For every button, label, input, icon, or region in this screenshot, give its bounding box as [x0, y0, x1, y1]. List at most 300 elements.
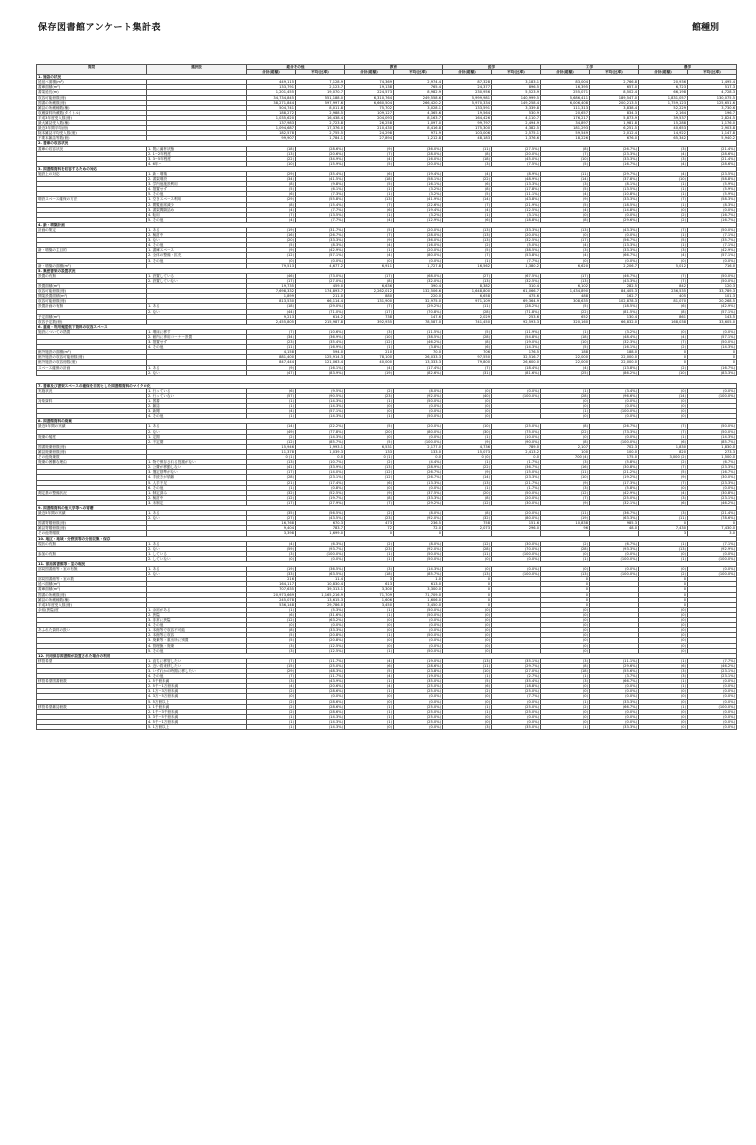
- total-cell: (3): [639, 156, 688, 161]
- average-cell: (15.9%): [296, 161, 345, 166]
- average-cell: (50.0%): [394, 551, 443, 556]
- average-cell: 594.0: [296, 350, 345, 355]
- average-cell: (43.8%): [492, 197, 541, 202]
- average-cell: (55.8%): [296, 197, 345, 202]
- total-cell: 6,006,408: [541, 100, 590, 105]
- choice-cell: 5. 人手不足: [147, 480, 247, 485]
- average-cell: 3,339.8: [492, 105, 541, 110]
- average-cell: (13.8%): [590, 365, 639, 370]
- average-cell: (16.7%): [688, 212, 737, 217]
- average-cell: (66.7%): [590, 253, 639, 258]
- average-cell: (41.5%): [296, 177, 345, 182]
- total-cell: (27): [247, 516, 296, 521]
- total-cell: (0): [541, 684, 590, 689]
- total-cell: (0): [443, 628, 492, 633]
- total-cell: (16): [247, 233, 296, 238]
- average-cell: (7.1%): [688, 541, 737, 546]
- average-cell: (16.0%): [394, 243, 443, 248]
- total-cell: (4): [639, 151, 688, 156]
- total-cell: (0): [639, 699, 688, 704]
- average-cell: 17,376.0: [296, 126, 345, 131]
- average-cell: (93.7%): [296, 546, 345, 551]
- average-cell: (30.8%): [688, 490, 737, 495]
- average-cell: 273.3: [688, 449, 737, 454]
- total-cell: (12): [443, 500, 492, 505]
- average-cell: (21.7%): [492, 480, 541, 485]
- total-cell: 18,226: [541, 136, 590, 141]
- total-cell: (1): [247, 404, 296, 409]
- average-cell: (90.5%): [296, 393, 345, 398]
- total-cell: 5,970,334: [443, 100, 492, 105]
- choice-cell: 2. 近い将来移したい: [147, 663, 247, 668]
- total-cell: (4): [443, 171, 492, 176]
- average-cell: 174,893.7: [296, 289, 345, 294]
- total-cell: (3): [639, 668, 688, 673]
- average-cell: (100.0%): [688, 704, 737, 709]
- total-cell: (0): [443, 567, 492, 572]
- average-cell: (25.0%): [394, 714, 443, 719]
- total-cell: 6,620: [541, 263, 590, 268]
- total-cell: (0): [639, 404, 688, 409]
- average-cell: (16.7%): [688, 217, 737, 222]
- average-cell: (20.0%): [394, 161, 443, 166]
- average-cell: 8,416.8: [394, 126, 443, 131]
- choice-cell: 3. 未制定: [147, 500, 247, 505]
- total-cell: (2): [639, 217, 688, 222]
- total-cell: 8,382: [443, 284, 492, 289]
- average-cell: (0.0%): [492, 556, 541, 561]
- total-cell: (5): [541, 304, 590, 309]
- average-cell: (57.1%): [296, 409, 345, 414]
- average-cell: 783.7: [296, 526, 345, 531]
- total-cell: (8): [443, 340, 492, 345]
- average-cell: 2,974.4: [394, 80, 443, 85]
- section-title: 10. 地区・地域・分野別等の分担収集・保存: [37, 536, 737, 541]
- average-cell: (63.3%): [590, 516, 639, 521]
- total-cell: 0: [639, 597, 688, 602]
- total-cell: 3,450: [345, 602, 394, 607]
- choice-cell: 2. ない: [147, 429, 247, 434]
- average-cell: (0.0%): [590, 434, 639, 439]
- average-cell: 215,987.8: [296, 319, 345, 324]
- average-cell: (50.0%): [492, 490, 541, 495]
- total-cell: (9): [639, 475, 688, 480]
- average-cell: 130.4: [590, 314, 639, 319]
- average-cell: (83.9%): [296, 370, 345, 375]
- total-cell: (1): [247, 485, 296, 490]
- choice-cell: 2. 全体の整備・拡充: [147, 253, 247, 258]
- total-cell: 20,657: [541, 110, 590, 115]
- question-cell: 開架設置面積(m²): [37, 294, 147, 299]
- question-cell: 測定基の整備状況: [37, 490, 147, 495]
- average-cell: 39,313.1: [296, 587, 345, 592]
- average-cell: (5.8%): [590, 460, 639, 465]
- total-cell: 1,759,123: [639, 100, 688, 105]
- total-cell: (9): [443, 439, 492, 444]
- average-cell: (5.9%): [688, 192, 737, 197]
- total-cell: 1,830: [639, 444, 688, 449]
- total-cell: (11): [541, 470, 590, 475]
- total-cell: 1,201,455: [247, 90, 296, 95]
- total-cell: (0): [639, 551, 688, 556]
- average-cell: 1,165,216.9: [296, 592, 345, 597]
- total-cell: (1): [345, 648, 394, 653]
- average-cell: (20.0%): [492, 151, 541, 156]
- average-cell: (8.3%): [688, 202, 737, 207]
- total-cell: (11): [443, 663, 492, 668]
- total-cell: (5): [345, 228, 394, 233]
- total-cell: 700 (4): [541, 455, 590, 460]
- average-cell: 390.4: [394, 284, 443, 289]
- question-cell: その他廃棄数: [37, 455, 147, 460]
- choice-cell: 4. その他: [147, 674, 247, 679]
- average-cell: (11.9%): [492, 329, 541, 334]
- total-cell: 820: [639, 449, 688, 454]
- average-cell: (28.6%): [296, 146, 345, 151]
- total-cell: (1): [639, 233, 688, 238]
- total-cell: (2): [247, 699, 296, 704]
- total-cell: (0): [541, 607, 590, 612]
- average-cell: (11.1%): [492, 192, 541, 197]
- total-cell: 2,029: [443, 314, 492, 319]
- sub-header: 平均(比率): [492, 70, 541, 75]
- average-cell: (15.4%): [296, 202, 345, 207]
- total-cell: (2): [639, 365, 688, 370]
- total-cell: 19,735: [247, 284, 296, 289]
- average-cell: 121,063.4: [296, 360, 345, 365]
- total-cell: (5): [345, 182, 394, 187]
- total-cell: (17): [345, 273, 394, 278]
- question-cell: 施設上の対応: [37, 171, 147, 176]
- total-cell: (18): [443, 156, 492, 161]
- average-cell: (0.0%): [394, 699, 443, 704]
- total-cell: 3,000 (2): [639, 455, 688, 460]
- question-cell: 書庫面積(m²): [37, 85, 147, 90]
- total-cell: (28): [541, 546, 590, 551]
- total-cell: (0): [639, 709, 688, 714]
- total-cell: (1): [345, 714, 394, 719]
- total-cell: 0: [639, 577, 688, 582]
- average-cell: 188.0: [590, 350, 639, 355]
- average-cell: (31.6%): [296, 612, 345, 617]
- average-cell: (26.7%): [296, 233, 345, 238]
- average-cell: 33,789.3: [688, 289, 737, 294]
- average-cell: (6.1%): [296, 187, 345, 192]
- total-cell: (7): [345, 233, 394, 238]
- total-cell: 109,127: [345, 110, 394, 115]
- total-cell: (3): [443, 725, 492, 730]
- total-cell: 10,838: [541, 521, 590, 526]
- average-cell: 613.0: [394, 582, 443, 587]
- average-cell: (27.0%): [296, 278, 345, 283]
- average-cell: (16.1%): [590, 345, 639, 350]
- average-cell: 2,206.7: [590, 263, 639, 268]
- average-cell: (63.5%): [296, 572, 345, 577]
- average-cell: 8,502.4: [590, 90, 639, 95]
- total-cell: 3,300: [345, 587, 394, 592]
- average-cell: 2,723.8: [296, 121, 345, 126]
- total-cell: 2,262,012: [345, 289, 394, 294]
- average-cell: (50.0%): [394, 399, 443, 404]
- total-cell: (0): [541, 612, 590, 617]
- average-cell: (7.1%): [688, 243, 737, 248]
- average-cell: (77.8%): [296, 429, 345, 434]
- average-cell: (5.9%): [688, 182, 737, 187]
- total-cell: (0): [443, 719, 492, 724]
- total-cell: 0: [541, 587, 590, 592]
- average-cell: (7.7%): [296, 207, 345, 212]
- average-cell: 0.0: [296, 455, 345, 460]
- average-cell: (32.5%): [492, 278, 541, 283]
- average-cell: (35.0%): [394, 679, 443, 684]
- average-cell: (29.6%): [590, 217, 639, 222]
- survey-summary-sheet: [36, 64, 736, 730]
- average-cell: (85.7%): [296, 439, 345, 444]
- average-cell: 13,615.3: [296, 597, 345, 602]
- total-cell: 255,071: [541, 90, 590, 95]
- total-cell: (7): [639, 278, 688, 283]
- total-cell: (4): [639, 171, 688, 176]
- average-cell: (3.2%): [394, 192, 443, 197]
- average-cell: 597,997.6: [296, 100, 345, 105]
- average-cell: (28.6%): [688, 151, 737, 156]
- total-cell: 65,342: [639, 136, 688, 141]
- total-cell: 0: [443, 592, 492, 597]
- total-cell: 0: [541, 592, 590, 597]
- total-cell: (28): [443, 309, 492, 314]
- average-cell: (43.9%): [296, 679, 345, 684]
- average-cell: (85.7%): [688, 439, 737, 444]
- choice-cell: 1. ある: [147, 541, 247, 546]
- total-cell: (1): [247, 714, 296, 719]
- average-cell: (25.0%): [394, 689, 443, 694]
- average-cell: 530.9: [492, 110, 541, 115]
- total-cell: (2): [639, 345, 688, 350]
- total-cell: (5): [247, 633, 296, 638]
- choice-cell: 2. 検討中: [147, 233, 247, 238]
- average-cell: 614.2: [296, 314, 345, 319]
- total-cell: 738: [345, 314, 394, 319]
- average-cell: 125,651.6: [688, 100, 737, 105]
- total-cell: (0): [541, 648, 590, 653]
- average-cell: (14.3%): [688, 434, 737, 439]
- sub-header: 平均(比率): [296, 70, 345, 75]
- question-cell: 最近5年間の実績: [37, 511, 147, 516]
- total-cell: (4): [247, 409, 296, 414]
- average-cell: (10.6%): [296, 329, 345, 334]
- average-cell: (46.2%): [394, 340, 443, 345]
- average-cell: (20.0%): [492, 233, 541, 238]
- average-cell: (20.0%): [394, 248, 443, 253]
- total-cell: (3): [247, 679, 296, 684]
- total-cell: (4): [345, 658, 394, 663]
- total-cell: (1): [639, 192, 688, 197]
- average-cell: 2,012.4: [590, 131, 639, 136]
- average-cell: (71.0%): [296, 309, 345, 314]
- total-cell: (34): [247, 334, 296, 339]
- total-cell: (4): [541, 253, 590, 258]
- total-cell: 308,635: [541, 299, 590, 304]
- average-cell: 1,981.8: [590, 121, 639, 126]
- average-cell: (92.0%): [394, 516, 443, 521]
- total-cell: (7): [639, 273, 688, 278]
- total-cell: (19): [247, 228, 296, 233]
- total-cell: (0): [639, 725, 688, 730]
- choice-cell: 2. 雑誌: [147, 404, 247, 409]
- average-cell: (29.7%): [492, 663, 541, 668]
- total-cell: (12): [247, 495, 296, 500]
- total-cell: (12): [247, 253, 296, 258]
- average-cell: (28.6%): [688, 161, 737, 166]
- average-cell: (10.8%): [590, 192, 639, 197]
- total-cell: 175,300: [443, 126, 492, 131]
- average-cell: 16,438.4: [296, 115, 345, 120]
- average-cell: 0: [688, 360, 737, 365]
- total-cell: (9): [541, 500, 590, 505]
- total-cell: (1): [345, 414, 394, 419]
- sub-header: 平均(比率): [688, 70, 737, 75]
- question-cell: 雑誌の所蔵種数(種): [37, 105, 147, 110]
- average-cell: 1,097.0: [394, 121, 443, 126]
- total-cell: (2): [247, 709, 296, 714]
- average-cell: 66,114.4: [296, 299, 345, 304]
- total-cell: (1): [345, 187, 394, 192]
- average-cell: (14.8%): [590, 207, 639, 212]
- total-cell: (1): [541, 329, 590, 334]
- average-cell: (14.3%): [296, 434, 345, 439]
- average-cell: 133.0: [394, 449, 443, 454]
- total-cell: (1): [247, 414, 296, 419]
- average-cell: (0.0%): [394, 623, 443, 628]
- question-cell: 最大雑誌受入数(種): [37, 121, 147, 126]
- total-cell: (0): [443, 612, 492, 617]
- average-cell: (0.0%): [296, 258, 345, 263]
- average-cell: 149,258.4: [492, 100, 541, 105]
- average-cell: 48.0: [590, 526, 639, 531]
- total-cell: (0): [443, 648, 492, 653]
- total-cell: (28): [247, 475, 296, 480]
- total-cell: (1): [345, 612, 394, 617]
- total-cell: (0): [541, 714, 590, 719]
- choice-cell: 1. 直ちに移管したい: [147, 658, 247, 663]
- average-cell: 765.4: [394, 85, 443, 90]
- question-cell: 部局図書館等・室の有無: [37, 567, 147, 572]
- average-cell: (100.0%): [492, 572, 541, 577]
- question-cell: 実施状況: [37, 388, 147, 393]
- total-cell: 230,956: [443, 90, 492, 95]
- average-cell: (16.1%): [296, 365, 345, 370]
- total-cell: 216: [247, 577, 296, 582]
- total-cell: (6): [639, 500, 688, 505]
- average-cell: (25.0%): [492, 709, 541, 714]
- total-cell: (17): [247, 278, 296, 283]
- total-cell: 0: [443, 597, 492, 602]
- total-cell: (0): [345, 638, 394, 643]
- total-cell: (6): [639, 439, 688, 444]
- total-cell: 11,378: [247, 449, 296, 454]
- average-cell: (5.9%): [688, 187, 737, 192]
- question-cell: 対象資料: [37, 399, 147, 404]
- average-cell: 1,495.4: [688, 80, 737, 85]
- choice-cell: 3. 1万~3万冊未満: [147, 689, 247, 694]
- average-cell: (73.3%): [590, 429, 639, 434]
- total-cell: (13): [541, 572, 590, 577]
- choice-cell: 1. ある: [147, 424, 247, 429]
- total-cell: 1,606: [345, 597, 394, 602]
- total-cell: (1): [639, 434, 688, 439]
- average-cell: (82.6%): [394, 370, 443, 375]
- total-cell: (4): [639, 334, 688, 339]
- total-cell: 473: [345, 521, 394, 526]
- total-cell: (10): [345, 334, 394, 339]
- total-cell: 861: [639, 314, 688, 319]
- section-title: 4. 新・増築計画: [37, 222, 737, 227]
- average-cell: (38.5%): [394, 334, 443, 339]
- total-cell: (0): [541, 628, 590, 633]
- average-cell: (29.2%): [394, 500, 443, 505]
- total-cell: 75,702: [345, 105, 394, 110]
- average-cell: (100.0%): [394, 439, 443, 444]
- average-cell: (30.0%): [492, 541, 541, 546]
- average-cell: (5.0%): [492, 243, 541, 248]
- question-cell: あふれた資料の扱い: [37, 628, 147, 633]
- total-cell: (18): [345, 177, 394, 182]
- section-title: 9. 図書館資料の他大学等への寄贈: [37, 505, 737, 510]
- total-cell: (4): [345, 156, 394, 161]
- total-cell: (0): [541, 638, 590, 643]
- average-cell: 1,500.0: [688, 455, 737, 460]
- average-cell: (0.0%): [590, 551, 639, 556]
- total-cell: (7): [247, 212, 296, 217]
- total-cell: (18): [541, 668, 590, 673]
- average-cell: (42.9%): [296, 248, 345, 253]
- total-cell: 34,897: [541, 121, 590, 126]
- average-cell: 1,606.0: [394, 597, 443, 602]
- average-cell: (86.2%): [590, 370, 639, 375]
- total-cell: 0: [541, 597, 590, 602]
- total-cell: 613: [345, 582, 394, 587]
- total-cell: (1): [443, 258, 492, 263]
- total-cell: (0): [639, 329, 688, 334]
- average-cell: (80.0%): [492, 516, 541, 521]
- average-cell: 2,988.5: [296, 110, 345, 115]
- section-gap: [37, 375, 737, 383]
- total-cell: 224,573: [345, 90, 394, 95]
- total-cell: 100: [541, 449, 590, 454]
- choice-cell: 4. 6年~: [147, 161, 247, 166]
- average-cell: (48.3%): [296, 668, 345, 673]
- average-cell: (9.5%): [296, 388, 345, 393]
- average-cell: (46.2%): [688, 500, 737, 505]
- average-cell: 8,982.9: [394, 90, 443, 95]
- average-cell: (1.7%): [492, 485, 541, 490]
- average-cell: (56.5%): [296, 511, 345, 516]
- average-cell: (20.8%): [296, 638, 345, 643]
- total-cell: (0): [443, 399, 492, 404]
- total-cell: (11): [443, 304, 492, 309]
- section-title: 7. 書庫及び書架スペースの確保を目的とした図書館資料のマイクロ化: [37, 383, 737, 388]
- total-cell: (4): [639, 161, 688, 166]
- choice-cell: 1. 制定済み: [147, 490, 247, 495]
- total-cell: (0): [443, 643, 492, 648]
- total-cell: 16,562: [443, 263, 492, 268]
- total-cell: 1,094,687: [247, 126, 296, 131]
- total-cell: (6): [247, 192, 296, 197]
- average-cell: (17.4%): [296, 480, 345, 485]
- average-cell: (43.5%): [296, 516, 345, 521]
- total-cell: (2): [639, 572, 688, 577]
- average-cell: (16.7%): [590, 161, 639, 166]
